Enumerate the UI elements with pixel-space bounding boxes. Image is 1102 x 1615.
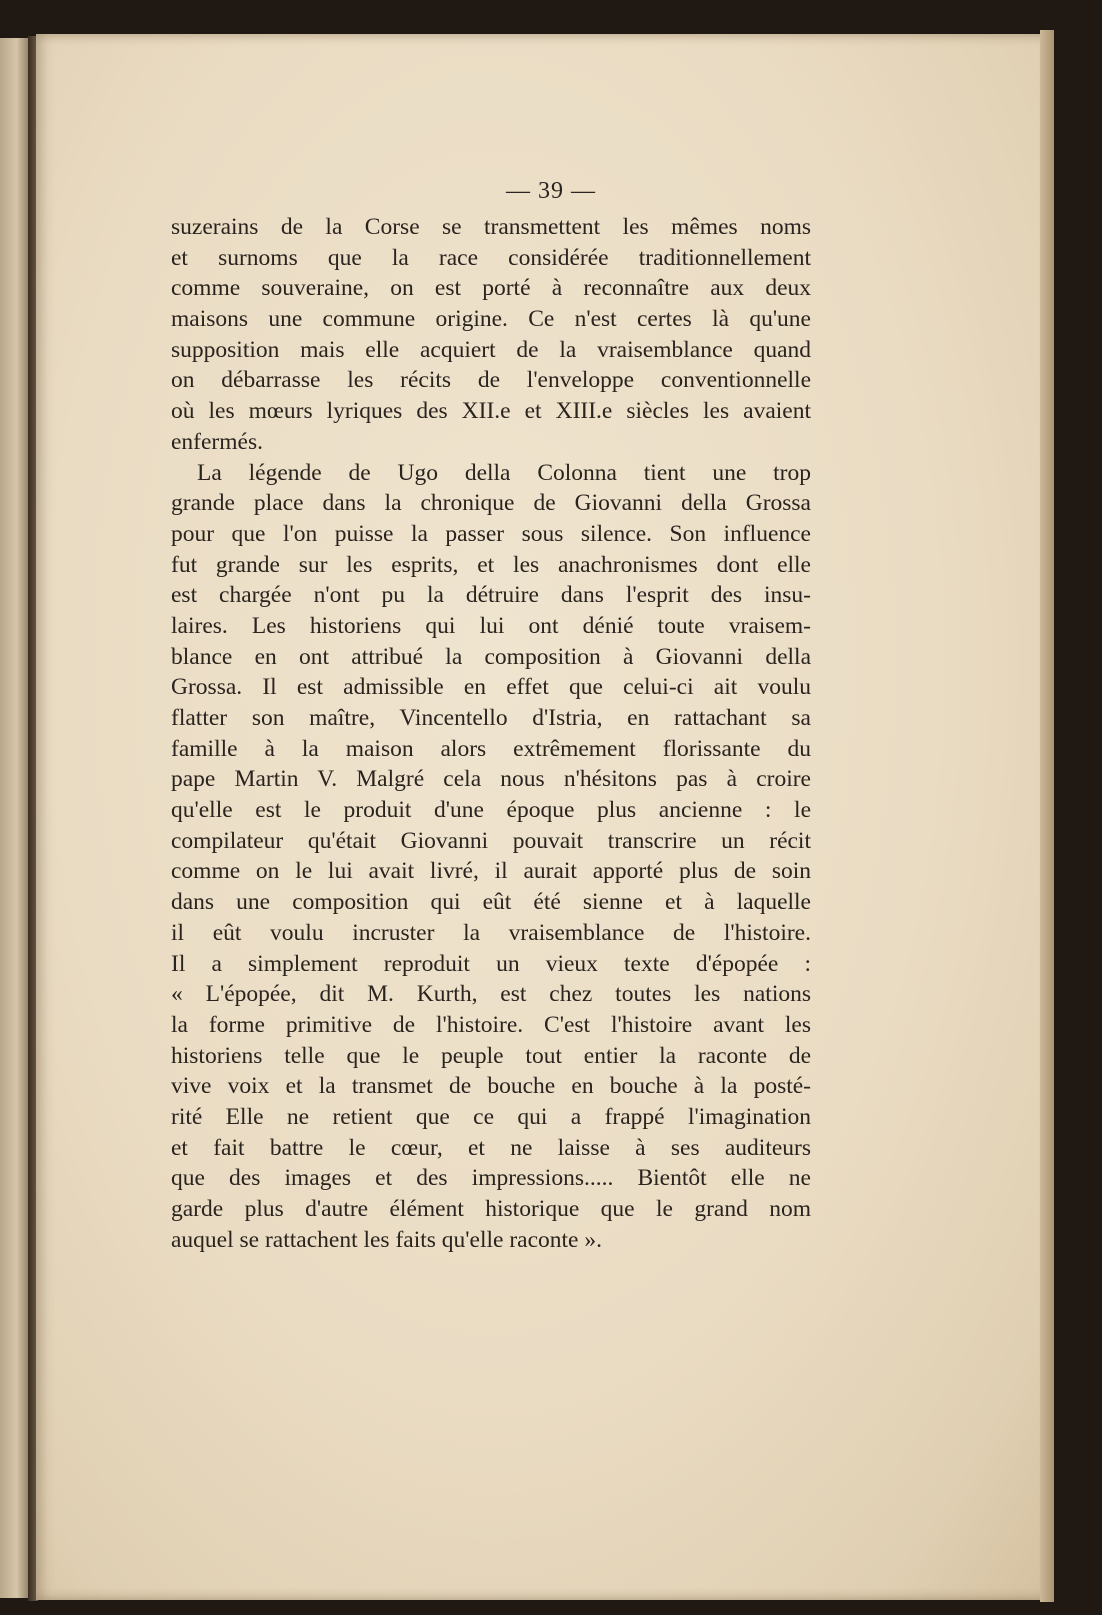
text-line: blance en ont attribué la composition à Giovanni della [171,643,811,670]
text-line: Il a simplement reproduit un vieux texte d'épopée : [171,950,811,977]
page-number: — 39 — [506,178,596,204]
text-line: Grossa. Il est admissible en effet que celui-ci ait voulu [171,674,811,701]
text-line: maisons une commune origine. Ce n'est certes là qu'une [171,306,811,333]
text-line: « L'épopée, dit M. Kurth, est chez toutes les nations [171,981,811,1008]
text-line: et fait battre le cœur, et ne laisse à ses auditeurs [171,1134,811,1161]
text-line: rité Elle ne retient que ce qui a frappé l'imagination [171,1103,811,1130]
text-line: flatter son maître, Vincentello d'Istria, en rattachant sa [171,705,811,731]
text-line: que des images et des impressions..... Bientôt elle ne [171,1165,811,1192]
facing-page-edge [0,38,30,1598]
text-line: pape Martin V. Malgré cela nous n'hésitons pas à croire [171,766,811,793]
text-line: suzerains de la Corse se transmettent les mêmes noms [171,214,811,240]
text-line: compilateur qu'était Giovanni pouvait transcrire un récit [171,827,811,854]
text-line: et surnoms que la race considérée traditionnellement [171,244,811,271]
text-line: il eût voulu incruster la vraisemblance de l'histoire. [171,919,811,946]
text-line: qu'elle est le produit d'une époque plus ancienne : le [171,797,811,824]
text-line: supposition mais elle acquiert de la vraisemblance quand [171,336,811,363]
text-line: vive voix et la transmet de bouche en bouche à la posté- [171,1073,811,1100]
page-stack-edge [1040,30,1054,1602]
text-line: pour que l'on puisse la passer sous silence. Son influence [171,520,811,547]
text-line: on débarrasse les récits de l'enveloppe conventionnelle [171,367,811,394]
body-text [171,212,811,1255]
text-line: La légende de Ugo della Colonna tient une trop [197,459,811,486]
text-line: comme souveraine, on est porté à reconnaître aux deux [171,275,811,302]
text-line: auquel se rattachent les faits qu'elle raconte ». [171,1226,602,1253]
text-line: où les mœurs lyriques des XII.e et XIII.e siècles les avaient [171,398,811,425]
text-line: grande place dans la chronique de Giovanni della Grossa [171,490,811,517]
text-line: historiens telle que le peuple tout entier la raconte de [171,1042,811,1069]
text-line: comme on le lui avait livré, il aurait apporté plus de soin [171,858,811,885]
text-line: dans une composition qui eût été sienne et à laquelle [171,889,811,916]
text-line: la forme primitive de l'histoire. C'est l'histoire avant les [171,1011,811,1038]
text-line: laires. Les historiens qui lui ont dénié toute vraisem- [171,612,811,639]
text-line: famille à la maison alors extrêmement florissante du [171,735,811,762]
text-line: fut grande sur les esprits, et les anachronismes dont elle [171,551,811,578]
text-line: garde plus d'autre élément historique que le grand nom [171,1196,811,1222]
text-line: est chargée n'ont pu la détruire dans l'esprit des insu- [171,582,811,609]
text-line: enfermés. [171,428,263,455]
